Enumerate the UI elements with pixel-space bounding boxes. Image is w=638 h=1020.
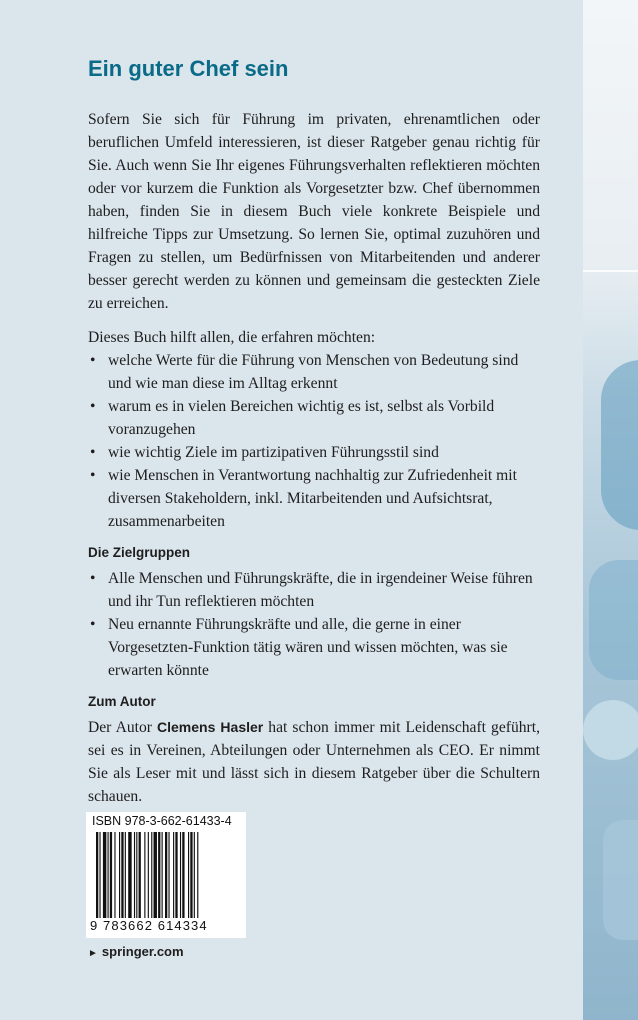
- book-title: Ein guter Chef sein: [88, 56, 289, 81]
- barcode-digits: 9 783662 614334: [90, 918, 208, 933]
- list-item: • wie wichtig Ziele im partizipativen Führungsstil sind: [88, 441, 540, 464]
- barcode-bar: [134, 832, 135, 918]
- author-name: Clemens Hasler: [157, 719, 264, 735]
- target-heading: Die Zielgruppen: [88, 545, 191, 560]
- author-paragraph: [88, 716, 540, 808]
- barcode-bar: [175, 832, 177, 918]
- barcode-bar: [110, 832, 112, 918]
- barcode-bar: [194, 832, 195, 918]
- list-item: • wie Menschen in Verantwortung nachhaltig zur Zufriedenheit mit diversen Stakeholdern, inkl. Mitarbeitenden und Aufsichtsrat, zusammenarbeiten: [88, 464, 540, 533]
- barcode-bar: [158, 832, 160, 918]
- barcode-bar: [148, 832, 149, 918]
- barcode-bar: [162, 832, 163, 918]
- barcode-bar: [119, 832, 120, 918]
- list-item: • welche Werte für die Führung von Menschen von Bedeutung sind und wie man diese im Alltag erkennt: [88, 349, 540, 395]
- barcode-bars: [96, 832, 236, 918]
- barcode-bar: [180, 832, 181, 918]
- barcode-bar: [136, 832, 137, 918]
- barcode-bar: [165, 832, 167, 918]
- barcode-bar: [188, 832, 189, 918]
- isbn-barcode: [86, 812, 246, 938]
- barcode-bar: [154, 832, 157, 918]
- barcode-bar: [197, 832, 198, 918]
- barcode-bar: [139, 832, 141, 918]
- barcode-bar: [128, 832, 131, 918]
- barcode-bar: [144, 832, 145, 918]
- isbn-number: ISBN 978-3-662-61433-4: [92, 814, 232, 828]
- publisher-link[interactable]: [88, 944, 184, 959]
- barcode-bar: [99, 832, 100, 918]
- publisher-url: springer.com: [101, 944, 184, 959]
- barcode-bar: [190, 832, 192, 918]
- blurb: [88, 108, 540, 808]
- intro-paragraph: Sofern Sie sich für Führung im privaten, ehrenamtlichen oder beruflichen Umfeld interessieren, ist dieser Ratgeber genau richtig für Sie. Auch wenn Sie Ihr eigenes Führungsverhalten reflektieren möchten oder vor kurzem die Funktion als Vorgesetzter bzw. Chef übernommen haben, finden Sie in diesem Buch viele konkrete Beispiele und hilfreiche Tipps zur Umsetzung. So lernen Sie, optimal zuzuhören und Fragen zu stellen, um Bedürfnissen von Mitarbeitenden und anderer besser gerecht werden zu können und gemeinsam die gesteckten Ziele zu erreichen.: [88, 111, 540, 312]
- barcode-bar: [96, 832, 98, 918]
- barcode-bar: [173, 832, 174, 918]
- author-text-after: hat schon immer mit Leidenschaft geführt, sei es in Vereinen, Abteilungen oder Unternehmen als CEO. Er nimmt Sie als Leser mit und lässt sich in diesem Ratgeber über die Schultern schauen.: [88, 719, 540, 805]
- barcode-bar: [182, 832, 184, 918]
- list-item: • Alle Menschen und Führungskräfte, die in irgendeiner Weise führen und ihr Tun reflektieren möchten: [88, 567, 540, 613]
- list-item: • Neu ernannte Führungskräfte und alle, die gerne in einer Vorgesetzten-Funktion tätig wären und wissen möchten, was sie erwarten könnte: [88, 613, 540, 682]
- barcode-bar: [108, 832, 109, 918]
- benefit-list: [88, 349, 540, 533]
- barcode-bar: [125, 832, 126, 918]
- cover-photo-strip: [583, 0, 638, 1020]
- barcode-bar: [103, 832, 106, 918]
- author-heading: Zum Autor: [88, 694, 156, 709]
- barcode-bar: [114, 832, 115, 918]
- list-item: • warum es in vielen Bereichen wichtig es ist, selbst als Vorbild voranzugehen: [88, 395, 540, 441]
- barcode-bar: [151, 832, 152, 918]
- barcode-bar: [121, 832, 123, 918]
- arrow-right-icon: ►: [88, 948, 98, 959]
- author-text-before: Der Autor: [88, 719, 158, 736]
- lead-sentence: Dieses Buch hilft allen, die erfahren möchten:: [88, 329, 376, 346]
- target-list: [88, 567, 540, 682]
- barcode-bar: [168, 832, 169, 918]
